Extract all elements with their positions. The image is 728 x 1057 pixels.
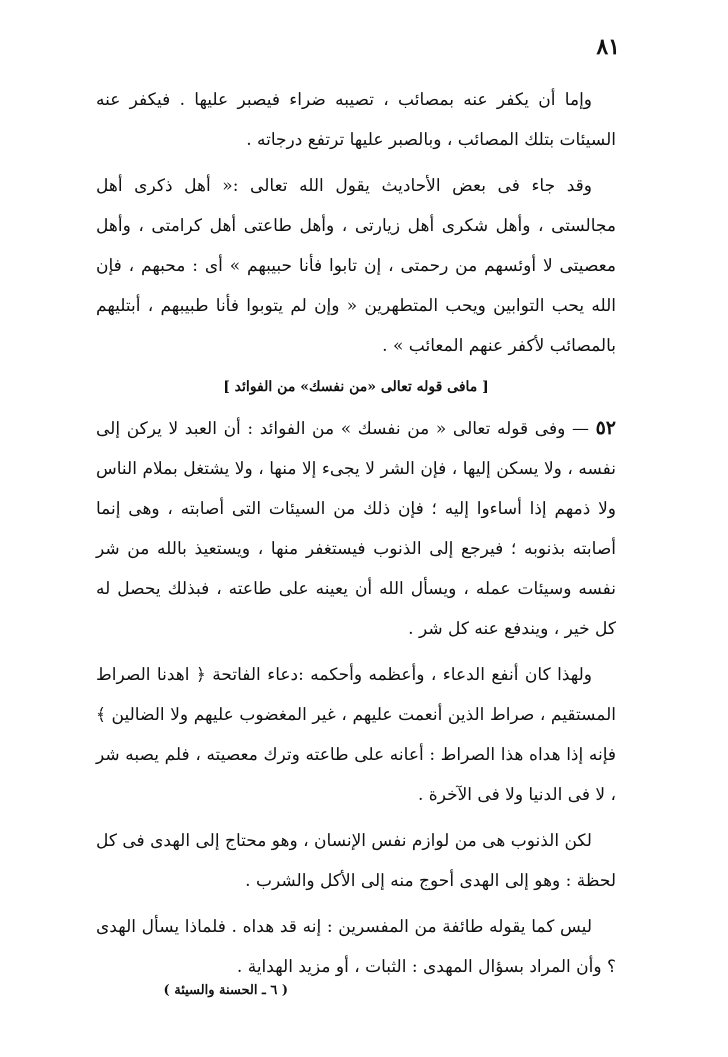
section-paragraph-4: ليس كما يقوله طائفة من المفسرين : إنه قد هداه . فلماذا يسأل الهدى ؟ وأن المراد بسؤال المهدى : الثبات ، أو مزيد الهداية . — [96, 917, 616, 977]
section-paragraph-1-text: — وفى قوله تعالى « من نفسك » من الفوائد : أن العبد لا يركن إلى نفسه ، ولا يسكن إليها ، فإن الشر لا يجىء إلا منها ، ولا يشتغل بملام الناس ولا ذمهم إذا أساءوا إليه ؛ فإن ذلك من السيئات التى أصابته ، وهى إنما أصابته بذنوبه ؛ فيرجع إلى الذنوب فيستغفر منها ، ويستعيذ بالله من شر نفسه وسيئات عمله ، ويسأل الله أن يعينه على طاعته ، فبذلك يحصل له كل خير ، ويندفع عنه كل شر . — [96, 419, 616, 639]
section-number: ٥٢ — [595, 417, 617, 439]
section-heading: [ مافى قوله تعالى «من نفسك» من الفوائد ] — [223, 379, 489, 395]
page-footer: ( ٦ ـ الحسنة والسيئة ) — [163, 983, 288, 998]
body-text — [96, 80, 616, 993]
section-paragraph-3: لكن الذنوب هى من لوازم نفس الإنسان ، وهو محتاج إلى الهدى فى كل لحظة : وهو إلى الهدى أحوج منه إلى الأكل والشرب . — [96, 831, 616, 891]
paragraph-1: وإما أن يكفر عنه بمصائب ، تصيبه ضراء فيصبر عليها . فيكفر عنه السيئات بتلك المصائب ، وبالصبر عليها ترتفع درجاته . — [96, 90, 616, 150]
section-paragraph-2: ولهذا كان أنفع الدعاء ، وأعظمه وأحكمه :دعاء الفاتحة ﴿ اهدنا الصراط المستقيم ، صراط الذين أنعمت عليهم ، غير المغضوب عليهم ولا الضالين ﴾ فإنه إذا هداه هذا الصراط : أعانه على طاعته وترك معصيته ، فلم يصبه شر ، لا فى الدنيا ولا فى الآخرة . — [96, 665, 616, 805]
page-number: ٨١ — [596, 34, 620, 60]
paragraph-2: وقد جاء فى بعض الأحاديث يقول الله تعالى :« أهل ذكرى أهل مجالستى ، وأهل شكرى أهل زيارتى ، وأهل طاعتى أهل كرامتى ، وأهل معصيتى لا أوئسهم من رحمتى ، إن تابوا فأنا حبيبهم » أى : محبهم ، فإن الله يحب التوابين ويحب المتطهرين « وإن لم يتوبوا فأنا طبيبهم ، أبتليهم بالمصائب لأكفر عنهم المعائب » . — [96, 176, 616, 356]
section-paragraph-1 — [96, 408, 616, 649]
